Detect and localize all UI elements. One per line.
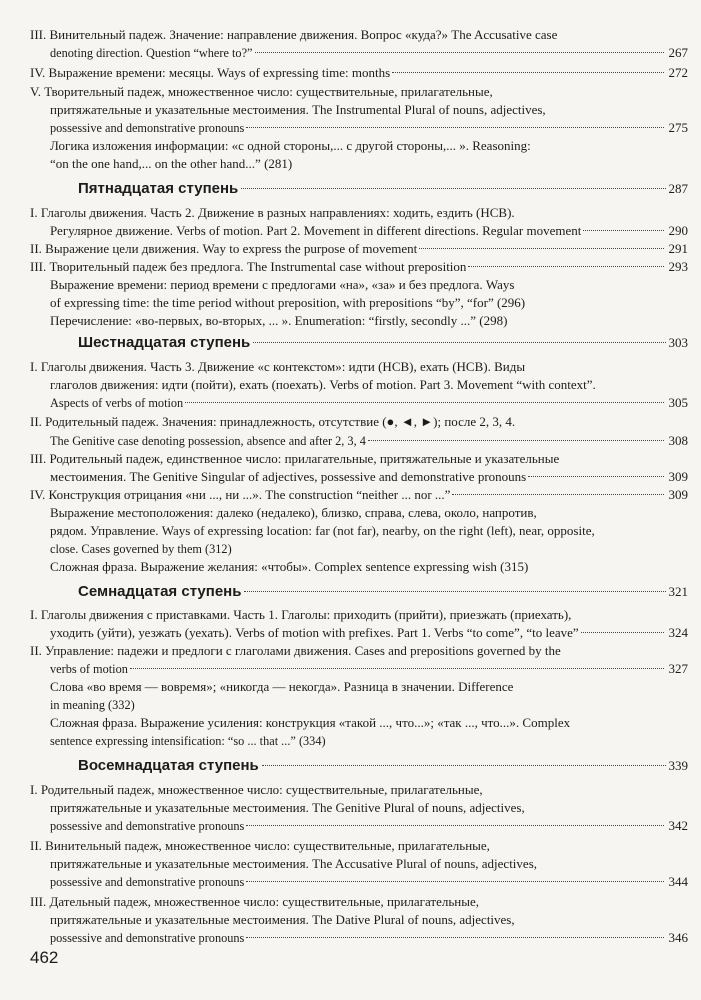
toc-page-ref: 293 [668,259,688,274]
dot-leader [452,493,664,495]
toc-line-text: Выражение местоположения: далеко (недалеко), близко, справа, слева, около, напротив, [50,505,537,520]
toc-line-text: I. Родительный падеж, множественное число: существительные, прилагательные, [30,782,483,797]
toc-subline [50,503,688,523]
toc-page-ref: 267 [668,45,688,60]
toc-entry[interactable] [50,393,688,413]
toc-entry[interactable] [30,485,688,505]
toc-line-text: I. Глаголы движения с приставками. Часть 1. Глаголы: приходить (прийти), приезжать (приехать), [30,607,572,622]
toc-page-ref: 308 [668,433,688,448]
toc-line-text: II. Управление: падежи и предлоги с глаголами движения. Cases and prepositions governed by the [30,643,561,658]
toc-line-text: The Genitive case denoting possession, absence and after 2, 3, 4 [50,434,366,448]
toc-subline [50,695,688,715]
toc-line-text: Регулярное движение. Verbs of motion. Part 2. Movement in different directions. Regular movement [50,223,582,238]
toc-entry[interactable] [50,467,688,487]
toc-line-text: IV. Конструкция отрицания «ни ..., ни ...». The construction “neither ... nor ...” [30,487,451,502]
toc-subline [50,677,688,697]
toc-page-ref: 275 [668,120,688,135]
toc-line-text: притяжательные и указательные местоимения. The Dative Plural of nouns, adjectives, [50,912,515,927]
toc-line-text: III. Дательный падеж, множественное число: существительные, прилагательные, [30,894,479,909]
toc-line [50,854,688,874]
dot-leader [468,265,664,267]
toc-line-text: уходить (уйти), уезжать (уехать). Verbs of motion with prefixes. Part 1. Verbs “to come”, “to leave” [50,625,579,640]
toc-entry[interactable] [30,257,688,277]
toc-page-ref: 291 [668,241,688,256]
toc-line-text: close. Cases governed by them (312) [50,542,232,556]
toc-entry[interactable] [50,221,688,241]
toc-entry[interactable] [30,63,688,83]
section-title: Восемнадцатая ступень [78,757,259,774]
toc-line-text: Сложная фраза. Выражение желания: «чтобы». Complex sentence expressing wish (315) [50,559,529,574]
toc-entry[interactable] [50,431,688,451]
toc-line-text: притяжательные и указательные местоимения. The Instrumental Plural of nouns, adjectives, [50,102,546,117]
section-page-ref: 339 [668,758,688,773]
toc-line [30,836,688,856]
toc-line-text: местоимения. The Genitive Singular of adjectives, possessive and demonstrative pronouns [50,469,527,484]
toc-line-text: притяжательные и указательные местоимения. The Accusative Plural of nouns, adjectives, [50,856,537,871]
toc-line-text: IV. Выражение времени: месяцы. Ways of expressing time: months [30,65,391,80]
toc-entry[interactable] [50,623,688,643]
toc-line-text: Выражение времени: период времени с предлогами «на», «за» и без предлога. Ways [50,277,515,292]
toc-line [50,375,688,395]
toc-line-text: I. Глаголы движения. Часть 3. Движение «с контекстом»: идти (НСВ), ехать (НСВ). Виды [30,359,526,374]
toc-line-text: Слова «во время — вовремя»; «никогда — некогда». Разница в значении. Difference [50,679,514,694]
toc-line-text: V. Творительный падеж, множественное число: существительные, прилагательные, [30,84,493,99]
toc-line [30,449,688,469]
dot-leader [255,51,665,53]
section-title: Семнадцатая ступень [78,583,242,600]
toc-line-text: possessive and demonstrative pronouns [50,819,245,833]
toc-line [50,100,688,120]
toc-subline [50,557,688,577]
toc-subline [50,311,688,331]
toc-page-ref: 346 [668,930,688,945]
toc-line-text: рядом. Управление. Ways of expressing location: far (not far), nearby, on the right (left), near, opposite, [50,523,595,538]
toc-entry[interactable] [50,659,688,679]
toc-subline [50,275,688,295]
page-number: 462 [30,948,59,967]
dot-leader [368,439,664,441]
toc-line-text: II. Родительный падеж. Значения: принадлежность, отсутствие (●, ◄, ►); после 2, 3, 4. [30,414,516,429]
toc-subline [50,154,688,174]
toc-line-text: possessive and demonstrative pronouns [50,931,245,945]
toc-subline [50,293,688,313]
dot-leader [246,126,664,128]
section-heading[interactable] [30,178,688,200]
toc-line-text: Сложная фраза. Выражение усиления: конструкция «такой ..., что...»; «так ..., что...». Complex [50,715,571,730]
toc-line [30,605,688,625]
toc-entry[interactable] [50,928,688,948]
toc-line [30,412,688,432]
dot-leader [583,229,664,231]
toc-page-ref: 327 [668,661,688,676]
section-heading[interactable] [30,755,688,777]
toc-entry[interactable] [50,43,688,63]
toc-line-text: “on the one hand,... on the other hand...” (281) [50,156,293,171]
toc-subline [50,136,688,156]
toc-line-text: of expressing time: the time period without preposition, with prepositions “by”, “for” (296) [50,295,526,310]
toc-line [30,203,688,223]
section-page-ref: 321 [668,584,688,599]
toc-line-text: Перечисление: «во-первых, во-вторых, ... ». Enumeration: “firstly, secondly ...” (298) [50,313,508,328]
toc-line-text: II. Винительный падеж, множественное число: существительные, прилагательные, [30,838,490,853]
dot-leader [528,475,664,477]
toc-line [30,357,688,377]
toc-page-ref: 309 [668,487,688,502]
section-page-ref: 287 [668,181,688,196]
toc-line-text: possessive and demonstrative pronouns [50,121,245,135]
toc-line [50,910,688,930]
toc-line-text: sentence expressing intensification: “so ... that ...” (334) [50,734,326,748]
toc-subline [50,521,688,541]
section-heading[interactable] [30,332,688,354]
dot-leader [262,764,666,766]
toc-entry[interactable] [50,118,688,138]
dot-leader [246,880,664,882]
dot-leader [244,590,665,592]
dot-leader [246,936,664,938]
dot-leader [419,247,664,249]
toc-page-ref: 342 [668,818,688,833]
toc-line-text: III. Творительный падеж без предлога. The Instrumental case without preposition [30,259,467,274]
section-title: Пятнадцатая ступень [78,180,239,197]
toc-line-text: possessive and demonstrative pronouns [50,875,245,889]
toc-page-ref: 309 [668,469,688,484]
toc-page-ref: 344 [668,874,688,889]
toc-line-text: притяжательные и указательные местоимения. The Genitive Plural of nouns, adjectives, [50,800,525,815]
dot-leader [246,824,664,826]
toc-line-text: denoting direction. Question “where to?” [50,46,253,60]
dot-leader [581,631,664,633]
section-title: Шестнадцатая ступень [78,334,251,351]
toc-page-ref: 272 [668,65,688,80]
toc-subline [50,731,688,751]
toc-page-ref: 290 [668,223,688,238]
toc-line-text: Aspects of verbs of motion [50,396,184,410]
dot-leader [241,187,665,189]
toc-line-text: III. Родительный падеж, единственное число: прилагательные, притяжательные и указательные [30,451,560,466]
toc-line-text: I. Глаголы движения. Часть 2. Движение в разных направлениях: ходить, ездить (НСВ). [30,205,515,220]
dot-leader [392,71,664,73]
toc-line [50,798,688,818]
dot-leader [253,341,665,343]
toc-line [30,82,688,102]
section-heading[interactable] [30,581,688,603]
toc-line-text: III. Винительный падеж. Значение: направление движения. Вопрос «куда?» The Accusative case [30,27,558,42]
toc-page-ref: 305 [668,395,688,410]
toc-line-text: глаголов движения: идти (пойти), ехать (поехать). Verbs of motion. Part 3. Movement “with context”. [50,377,596,392]
dot-leader [185,401,664,403]
toc-line [30,780,688,800]
toc-subline [50,713,688,733]
section-page-ref: 303 [668,335,688,350]
toc-line-text: II. Выражение цели движения. Way to express the purpose of movement [30,241,418,256]
toc-line [30,25,688,45]
toc-page-ref: 324 [668,625,688,640]
toc-line-text: in meaning (332) [50,698,135,712]
toc-line-text: verbs of motion [50,662,128,676]
toc-entry[interactable] [50,816,688,836]
toc-subline [50,539,688,559]
toc-line [30,892,688,912]
dot-leader [130,667,664,669]
toc-entry[interactable] [30,239,688,259]
toc-line [30,641,688,661]
toc-line-text: Логика изложения информации: «с одной стороны,... с другой стороны,... ». Reasoning: [50,138,531,153]
toc-entry[interactable] [50,872,688,892]
